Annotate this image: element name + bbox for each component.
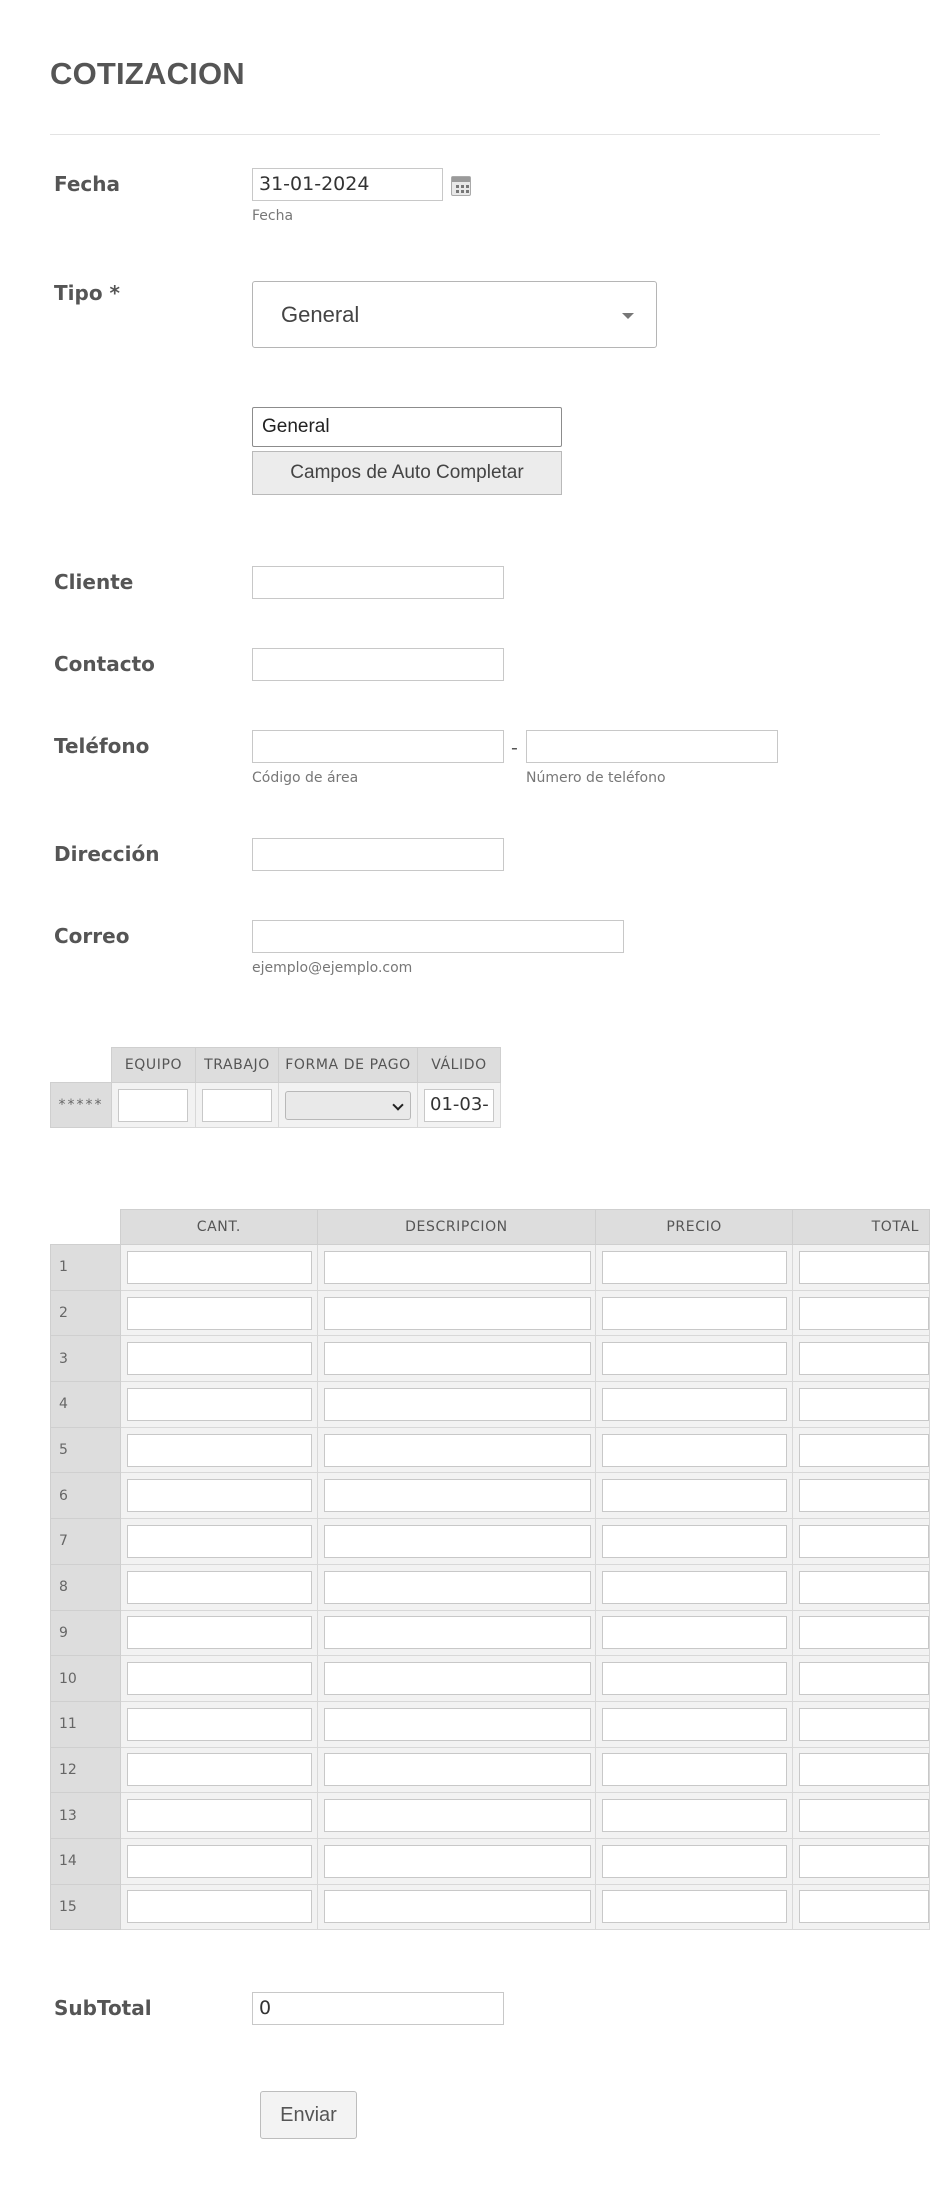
descripcion-input[interactable] [324,1845,591,1878]
precio-input[interactable] [602,1662,787,1695]
total-input[interactable] [799,1525,929,1558]
descripcion-input[interactable] [324,1708,591,1741]
row-number: 12 [51,1747,121,1793]
phone-separator: - [511,737,518,759]
table-row [51,1336,930,1382]
precio-input[interactable] [602,1890,787,1923]
total-input[interactable] [799,1388,929,1421]
tipo-label: Tipo * [54,281,120,305]
fecha-sublabel: Fecha [252,208,294,224]
table-row [51,1884,930,1930]
direccion-label: Dirección [54,842,160,866]
telefono-label: Teléfono [54,734,150,758]
table-row [51,1290,930,1336]
column-header-valido: VÁLIDO [418,1048,501,1083]
row-number: 7 [51,1519,121,1565]
column-header-trabajo: TRABAJO [196,1048,279,1083]
autocomplete-input[interactable]: General [252,407,562,447]
column-header-total: TOTAL [792,1210,929,1245]
trabajo-input[interactable] [202,1089,272,1122]
precio-input[interactable] [602,1297,787,1330]
cant-input[interactable] [127,1571,312,1604]
cant-input[interactable] [127,1479,312,1512]
descripcion-input[interactable] [324,1251,591,1284]
precio-input[interactable] [602,1799,787,1832]
row-number: 3 [51,1336,121,1382]
descripcion-input[interactable] [324,1616,591,1649]
subtotal-input[interactable]: 0 [252,1992,504,2025]
cant-input[interactable] [127,1616,312,1649]
precio-input[interactable] [602,1571,787,1604]
cant-input[interactable] [127,1799,312,1832]
contacto-input[interactable] [252,648,504,681]
tipo-selected-value: General [281,302,360,327]
direccion-input[interactable] [252,838,504,871]
phone-number-input[interactable] [526,730,778,763]
total-input[interactable] [799,1890,929,1923]
row-number: 1 [51,1245,121,1291]
descripcion-input[interactable] [324,1753,591,1786]
row-number: 10 [51,1656,121,1702]
row-number: 15 [51,1884,121,1930]
column-header-forma-de-pago: FORMA DE PAGO [279,1048,418,1083]
area-code-sublabel: Código de área [252,770,359,786]
cant-input[interactable] [127,1525,312,1558]
table-row [51,1656,930,1702]
row-number: 6 [51,1473,121,1519]
column-header-cant: CANT. [120,1210,317,1245]
precio-input[interactable] [602,1708,787,1741]
precio-input[interactable] [602,1753,787,1786]
precio-input[interactable] [602,1525,787,1558]
precio-input[interactable] [602,1845,787,1878]
subtotal-label: SubTotal [54,1996,152,2020]
form-title: COTIZACION [50,56,245,91]
row-number: 14 [51,1838,121,1884]
cant-input[interactable] [127,1251,312,1284]
fecha-input[interactable]: 31-01-2024 [252,168,443,201]
row-number: 2 [51,1290,121,1336]
valido-input[interactable]: 01-03- [424,1089,494,1122]
tipo-select[interactable] [252,281,657,348]
precio-input[interactable] [602,1251,787,1284]
table-row [51,1083,501,1128]
precio-input[interactable] [602,1616,787,1649]
items-table [50,1209,930,1930]
info-table [50,1047,501,1128]
forma-de-pago-select[interactable] [285,1091,411,1120]
title-divider [50,134,880,135]
table-row [51,1793,930,1839]
table-row [51,1701,930,1747]
cant-input[interactable] [127,1890,312,1923]
cant-input[interactable] [127,1708,312,1741]
table-row [51,1519,930,1565]
row-number: 8 [51,1564,121,1610]
table-row [51,1564,930,1610]
row-number: 9 [51,1610,121,1656]
cant-input[interactable] [127,1662,312,1695]
total-input[interactable] [799,1571,929,1604]
table-row [51,1473,930,1519]
total-input[interactable] [799,1616,929,1649]
cant-input[interactable] [127,1845,312,1878]
row-number: 11 [51,1701,121,1747]
chevron-down-icon [622,313,634,319]
equipo-input[interactable] [118,1089,188,1122]
descripcion-input[interactable] [324,1799,591,1832]
total-input[interactable] [799,1845,929,1878]
cant-input[interactable] [127,1434,312,1467]
total-input[interactable] [799,1251,929,1284]
cant-input[interactable] [127,1388,312,1421]
cliente-label: Cliente [54,570,134,594]
area-code-input[interactable] [252,730,504,763]
total-input[interactable] [799,1479,929,1512]
table-corner [51,1048,112,1083]
total-input[interactable] [799,1297,929,1330]
row-header: ***** [51,1083,112,1128]
contacto-label: Contacto [54,652,155,676]
autocomplete-button[interactable]: Campos de Auto Completar [252,451,562,495]
phone-number-sublabel: Número de teléfono [526,770,666,786]
cant-input[interactable] [127,1753,312,1786]
total-input[interactable] [799,1342,929,1375]
descripcion-input[interactable] [324,1342,591,1375]
precio-input[interactable] [602,1342,787,1375]
total-input[interactable] [799,1753,929,1786]
cant-input[interactable] [127,1342,312,1375]
descripcion-input[interactable] [324,1297,591,1330]
total-input[interactable] [799,1799,929,1832]
column-header-precio: PRECIO [596,1210,793,1245]
row-number: 5 [51,1427,121,1473]
descripcion-input[interactable] [324,1571,591,1604]
descripcion-input[interactable] [324,1388,591,1421]
descripcion-input[interactable] [324,1662,591,1695]
table-row [51,1838,930,1884]
cliente-input[interactable] [252,566,504,599]
row-number: 4 [51,1382,121,1428]
descripcion-input[interactable] [324,1890,591,1923]
correo-label: Correo [54,924,130,948]
table-row [51,1610,930,1656]
descripcion-input[interactable] [324,1479,591,1512]
total-input[interactable] [799,1708,929,1741]
email-input[interactable] [252,920,624,953]
calendar-icon[interactable] [451,176,471,196]
precio-input[interactable] [602,1479,787,1512]
fecha-label: Fecha [54,172,121,196]
row-number: 13 [51,1793,121,1839]
submit-button[interactable]: Enviar [260,2091,357,2139]
descripcion-input[interactable] [324,1525,591,1558]
email-sublabel: ejemplo@ejemplo.com [252,960,413,976]
descripcion-input[interactable] [324,1434,591,1467]
total-input[interactable] [799,1434,929,1467]
precio-input[interactable] [602,1388,787,1421]
table-row [51,1245,930,1291]
column-header-descripcion: DESCRIPCION [317,1210,596,1245]
table-corner [51,1210,121,1245]
table-row [51,1747,930,1793]
precio-input[interactable] [602,1434,787,1467]
table-row [51,1382,930,1428]
cant-input[interactable] [127,1297,312,1330]
total-input[interactable] [799,1662,929,1695]
table-row [51,1427,930,1473]
column-header-equipo: EQUIPO [112,1048,196,1083]
